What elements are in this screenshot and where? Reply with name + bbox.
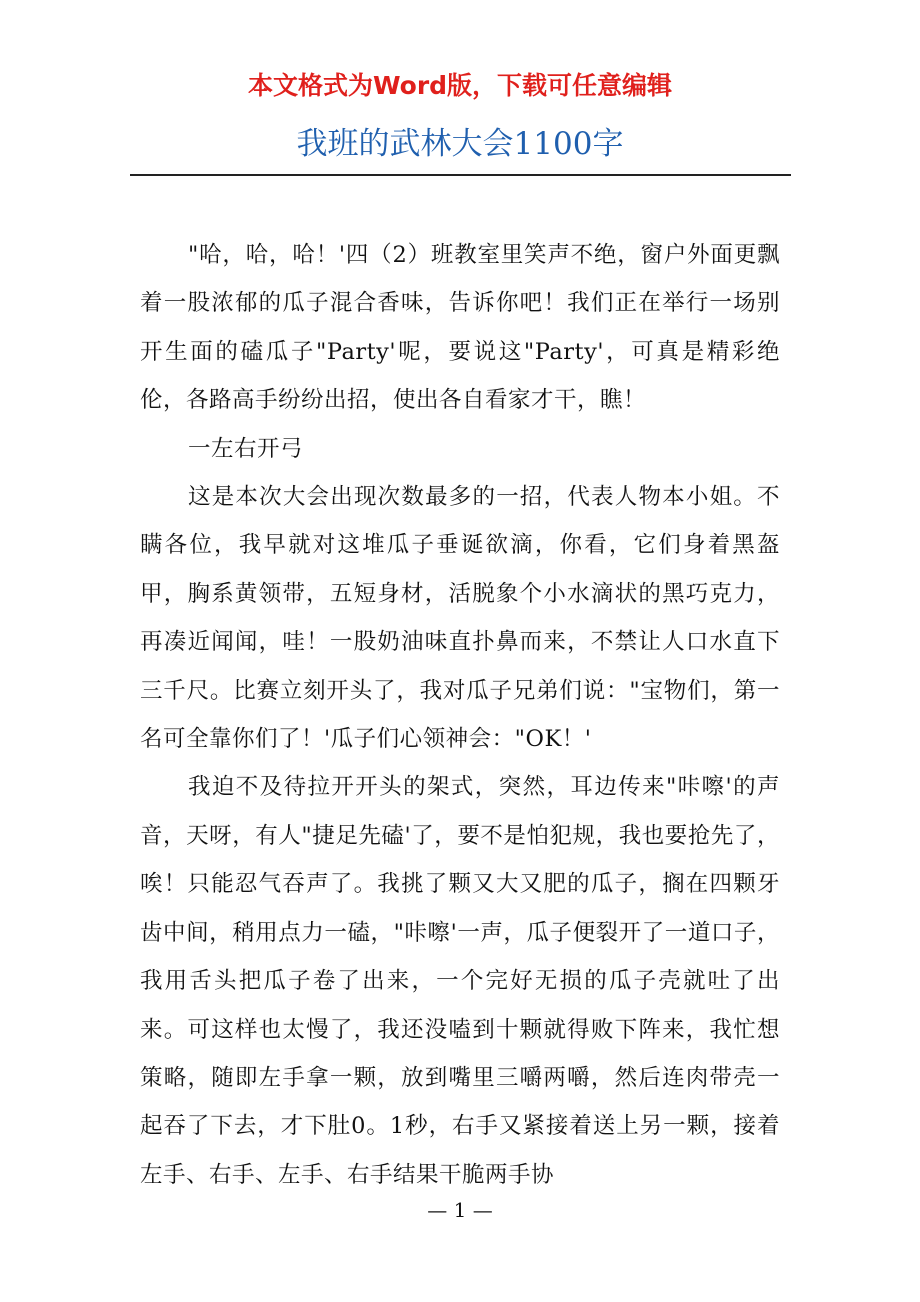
section-heading-zuoyoukaigong: 一左右开弓	[188, 435, 304, 462]
paragraph-section-one: 这是本次大会出现次数最多的一招，代表人物本小姐。不瞒各位，我早就对这堆瓜子垂诞欲滴，你看，它们身着黑盔甲，胸系黄领带，五短身材，活脱象个小水滴状的黑巧克力，再凑近闻闻，哇！一股奶油味直扑鼻而来，不禁让人口水直下三千尺。比赛立刻开头了，我对瓜子兄弟们说："宝物们，第一名可全靠你们了！'瓜子们心领神会："OK！'	[140, 484, 780, 753]
document-title: 我班的武林大会1100字	[296, 126, 624, 162]
page-number: — 1 —	[427, 1198, 493, 1222]
paragraph-intro: "哈，哈，哈！'四（2）班教室里笑声不绝，窗户外面更飘着一股浓郁的瓜子混合香味，告诉你吧！我们正在举行一场别开生面的磕瓜子"Party'呢，要说这"Party'，可真是精彩绝伦，各路高手纷纷出招，使出各自看家才干，瞧！	[140, 242, 780, 414]
paragraph-section-two: 我迫不及待拉开开头的架式，突然，耳边传来"咔嚓'的声音，天呀，有人"捷足先磕'了，要不是怕犯规，我也要抢先了，唉！只能忍气吞声了。我挑了颗又大又肥的瓜子，搁在四颗牙齿中间，稍用点力一磕，"咔嚓'一声，瓜子便裂开了一道口子，我用舌头把瓜子卷了出来，一个完好无损的瓜子壳就吐了出来。可这样也太慢了，我还没嗑到十颗就得败下阵来，我忙想策略，随即左手拿一颗，放到嘴里三嚼两嚼，然后连肉带壳一起吞了下去，才下肚0。1秒，右手又紧接着送上另一颗，接着左手、右手、左手、右手结果干脆两手协	[140, 774, 780, 1188]
header-divider	[130, 174, 791, 176]
format-notice-banner: 本文格式为Word版，下载可任意编辑	[247, 71, 673, 100]
document-body	[140, 231, 780, 1199]
